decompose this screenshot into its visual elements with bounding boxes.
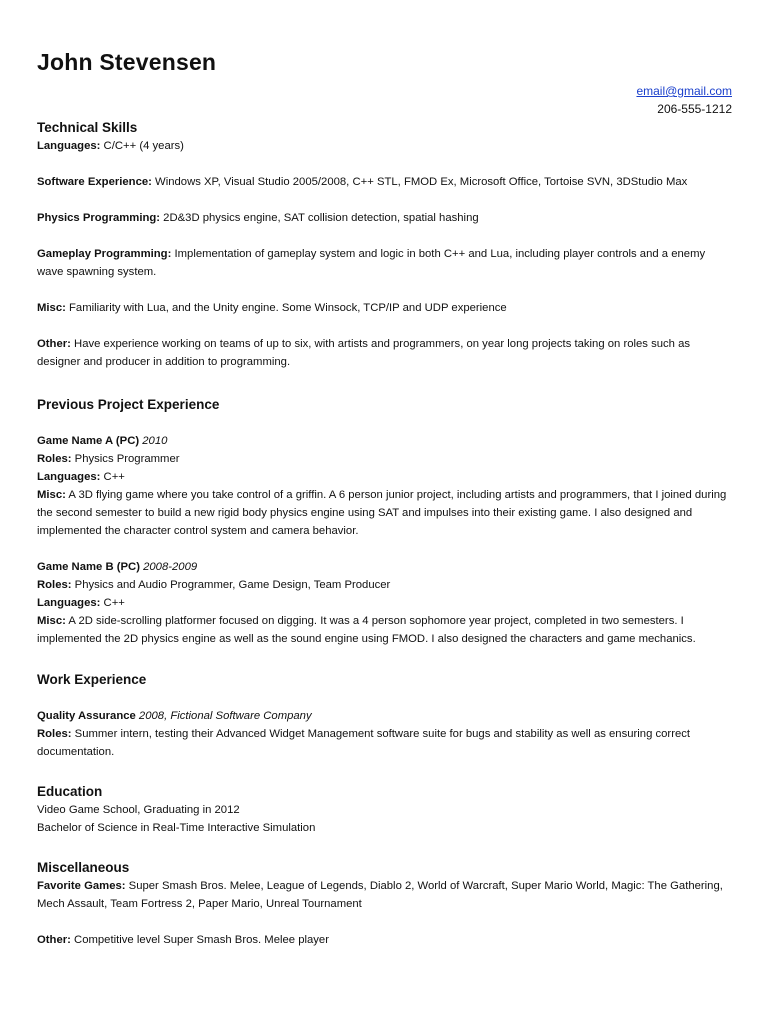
contact-block — [636, 82, 732, 118]
skill-misc: Misc: Familiarity with Lua, and the Unity engine. Some Winsock, TCP/IP and UDP experience — [37, 302, 507, 314]
project-misc: Misc: A 3D flying game where you take control of a griffin. A 6 person junior project, including artists and programmers, that I joined during the second semester to build a new rigid body physics engine using SAT and impulses into their existing game. I also designed and implemented the character control system and camera behavior. — [37, 489, 727, 537]
project-languages: Languages: C++ — [37, 597, 125, 609]
email-link[interactable]: email@gmail.com — [636, 84, 732, 98]
section-heading: Education — [37, 784, 103, 799]
project-title: Game Name B (PC) 2008-2009 — [37, 561, 198, 573]
education-school: Video Game School, Graduating in 2012 — [37, 804, 240, 816]
project-title: Game Name A (PC) 2010 — [37, 435, 168, 447]
projects-section — [37, 396, 732, 648]
project-roles: Roles: Physics Programmer — [37, 453, 180, 465]
phone-number: 206-555-1212 — [657, 102, 732, 116]
project-languages: Languages: C++ — [37, 471, 125, 483]
section-heading: Miscellaneous — [37, 860, 130, 875]
project-misc: Misc: A 2D side-scrolling platformer focused on digging. It was a 4 person sophomore year project, completed in two semesters. I implemented the 2D physics engine as well as the sound engine using FMOD. I also designed the characters and game mechanics. — [37, 615, 696, 645]
education-section — [37, 783, 732, 837]
project-entry — [37, 432, 732, 540]
work-experience-section — [37, 671, 732, 761]
project-entry — [37, 558, 732, 648]
skill-software: Software Experience: Windows XP, Visual Studio 2005/2008, C++ STL, FMOD Ex, Microsoft Office, Tortoise SVN, 3DStudio Max — [37, 176, 688, 188]
skill-other: Other: Have experience working on teams of up to six, with artists and programmers, on year long projects taking on roles such as designer and producer in addition to programming. — [37, 338, 691, 368]
section-heading: Previous Project Experience — [37, 397, 220, 412]
skill-physics: Physics Programming: 2D&3D physics engine, SAT collision detection, spatial hashing — [37, 212, 479, 224]
education-degree: Bachelor of Science in Real-Time Interactive Simulation — [37, 822, 316, 834]
job-roles: Roles: Summer intern, testing their Advanced Widget Management software suite for bugs and stability as well as ensuring correct documentation. — [37, 728, 691, 758]
job-title: Quality Assurance 2008, Fictional Software Company — [37, 710, 312, 722]
technical-skills-section — [37, 119, 732, 371]
skill-gameplay: Gameplay Programming: Implementation of gameplay system and logic in both C++ and Lua, including player controls and a enemy wave spawning system. — [37, 248, 706, 278]
misc-other: Other: Competitive level Super Smash Bros. Melee player — [37, 934, 329, 946]
resume-name: John Stevensen — [37, 49, 217, 75]
section-heading: Work Experience — [37, 672, 147, 687]
project-roles: Roles: Physics and Audio Programmer, Game Design, Team Producer — [37, 579, 391, 591]
section-heading: Technical Skills — [37, 120, 138, 135]
favorite-games: Favorite Games: Super Smash Bros. Melee, League of Legends, Diablo 2, World of Warcraft, Super Mario World, Magic: The Gathering, Mech Assault, Team Fortress 2, Paper Mario, Unreal Tournament — [37, 880, 723, 910]
miscellaneous-section — [37, 859, 732, 949]
skill-languages: Languages: C/C++ (4 years) — [37, 140, 184, 152]
